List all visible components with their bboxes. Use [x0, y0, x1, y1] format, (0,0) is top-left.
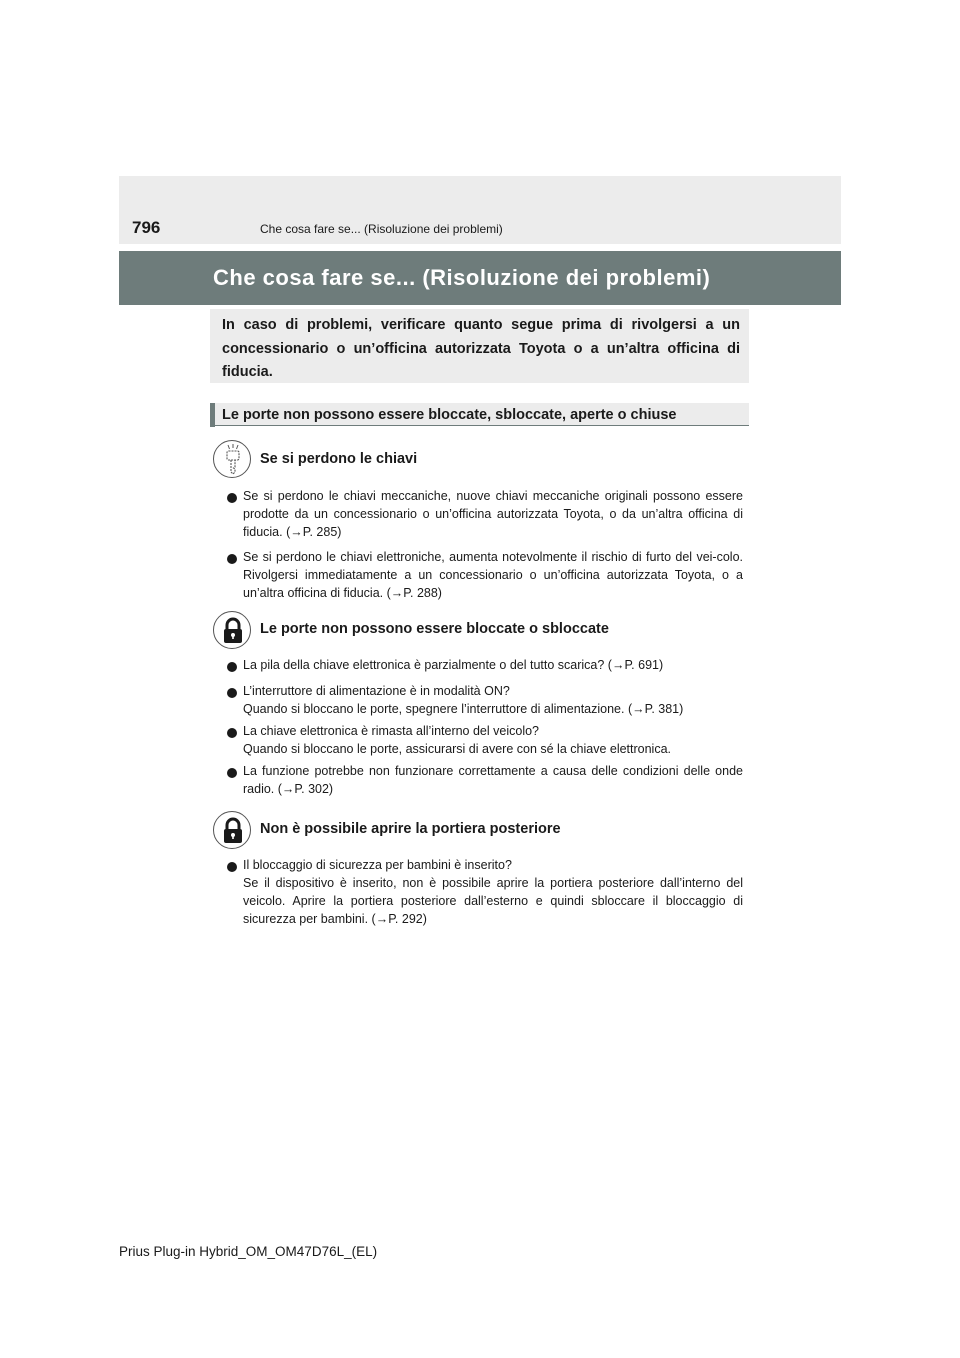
bullet: [227, 768, 237, 778]
bullet: [227, 554, 237, 564]
section-accent: [210, 403, 215, 427]
list-item: La pila della chiave elettronica è parzialmente o del tutto scarica? (→P. 691): [243, 658, 664, 672]
bullet: [227, 862, 237, 872]
list-item: La chiave elettronica è rimasta all’interno del veicolo?: [243, 724, 539, 738]
section-title: Le porte non possono essere bloccate, sbloccate, aperte o chiuse: [222, 407, 677, 423]
subheading-rear-door: Non è possibile aprire la portiera posteriore: [260, 821, 561, 837]
list-item: Se si perdono le chiavi elettroniche, aumenta notevolmente il rischio di furto del vei-colo. Rivolgersi immediatamente a un concessionario o un’officina autorizzata Toyota, o a un’altra officina di fiducia. (→P. 288): [243, 550, 743, 600]
bullet: [227, 728, 237, 738]
running-head: Che cosa fare se... (Risoluzione dei problemi): [260, 222, 503, 236]
page-title: Che cosa fare se... (Risoluzione dei problemi): [213, 265, 711, 290]
list-item: Il bloccaggio di sicurezza per bambini è inserito?: [243, 858, 512, 872]
bullet: [227, 688, 237, 698]
page-number: 796: [132, 218, 161, 237]
footer-document-id: Prius Plug-in Hybrid_OM_OM47D76L_(EL): [119, 1244, 378, 1259]
list-item: L’interruttore di alimentazione è in modalità ON?: [243, 684, 510, 698]
list-item: La funzione potrebbe non funzionare correttamente a causa delle condizioni delle onde radio. (→P. 302): [243, 764, 743, 796]
bullet: [227, 493, 237, 503]
subheading-lost-keys: Se si perdono le chiavi: [260, 451, 418, 467]
key-icon: [213, 440, 251, 478]
list-item-detail: Quando si bloccano le porte, assicurarsi di avere con sé la chiave elettronica.: [243, 742, 672, 756]
lock-icon: [213, 611, 251, 649]
list-item: Se si perdono le chiavi meccaniche, nuove chiavi meccaniche originali possono essere prodotte da un concessionario o un’officina autorizzata Toyota, o da un’altra officina di fiducia. (→P. 285): [243, 489, 743, 539]
subheading-doors-lock: Le porte non possono essere bloccate o sbloccate: [260, 621, 609, 637]
list-item-detail: Se il dispositivo è inserito, non è possibile aprire la portiera posteriore dall’interno del veicolo. Aprire la portiera posteriore dall’esterno e quindi sbloccare il bloccaggio di sicurezza per bambini. (→P. 292): [243, 876, 743, 926]
intro-text: In caso di problemi, verificare quanto segue prima di rivolgersi a un concessionario o un’officina autorizzata Toyota o a un’altra officina di fiducia.: [222, 317, 740, 380]
bullet: [227, 662, 237, 672]
lock-icon: [213, 811, 251, 849]
list-item-detail: Quando si bloccano le porte, spegnere l’interruttore di alimentazione. (→P. 381): [243, 702, 684, 716]
